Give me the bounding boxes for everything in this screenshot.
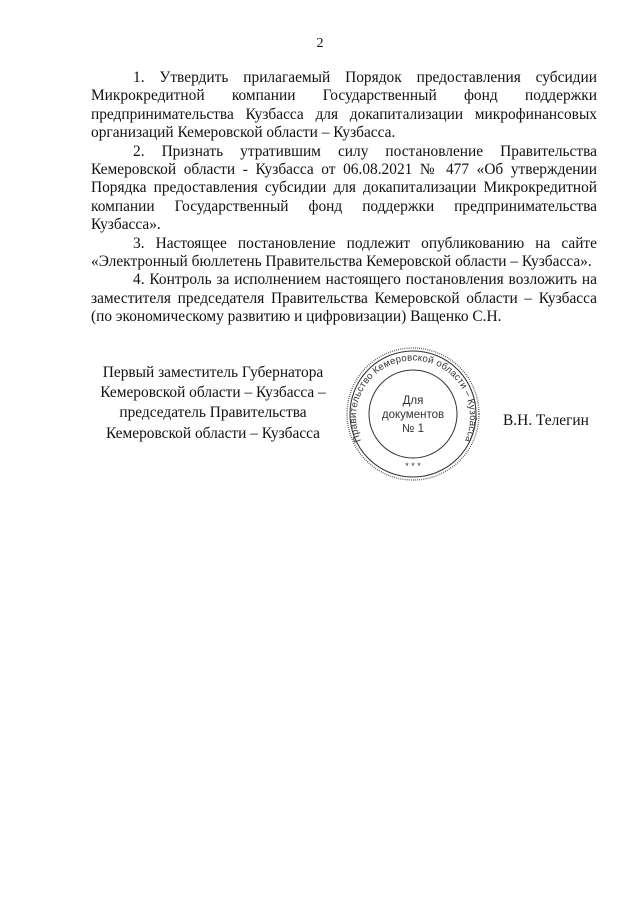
- seal-center-line: № 1: [402, 423, 424, 435]
- signatory-title-line: Первый заместитель Губернатора: [102, 364, 324, 381]
- seal-center-line: документов: [381, 409, 445, 421]
- page-number: 2: [316, 36, 324, 51]
- signatory-title-line: председатель Правительства: [119, 404, 307, 422]
- paragraph-4: 4. Контроль за исполнением настоящего постановления возложить на заместителя председателя Правительства Кемеровской области – Кузбасса (по экономическому развитию и цифровизации) Ващенко С.Н.: [91, 271, 597, 326]
- official-seal-stamp: [343, 344, 483, 484]
- seal-center-line: Для: [402, 395, 424, 407]
- paragraph-2: 2. Признать утратившим силу постановление Правительства Кемеровской области - Кузбасса от 06.08.2021 № 477 «Об утверждении Порядка предоставления субсидии для докапитализации Микрокредитной компании Государственный фонд поддержки предпринимательства Кузбасса».: [91, 142, 597, 234]
- signatory-title-line: Кемеровской области – Кузбасса: [105, 424, 321, 442]
- document-body: [91, 69, 597, 327]
- seal-graphic: [343, 344, 483, 484]
- signatory-title-line: Кемеровской области – Кузбасса –: [100, 384, 326, 402]
- paragraph-3: 3. Настоящее постановление подлежит опубликованию на сайте «Электронный бюллетень Правительства Кемеровской области – Кузбасса».: [91, 234, 597, 271]
- signatory-title: [83, 363, 343, 444]
- seal-stars: * * *: [405, 461, 421, 471]
- seal-ring-text: Правительство Кемеровской области – Кузбасса: [347, 352, 479, 444]
- signatory-name: В.Н. Телегин: [503, 412, 589, 429]
- paragraph-1: 1. Утвердить прилагаемый Порядок предоставления субсидии Микрокредитной компании Государственный фонд поддержки предпринимательства Кузбасса для докапитализации микрофинансовых организаций Кемеровской области – Кузбасса.: [91, 69, 597, 142]
